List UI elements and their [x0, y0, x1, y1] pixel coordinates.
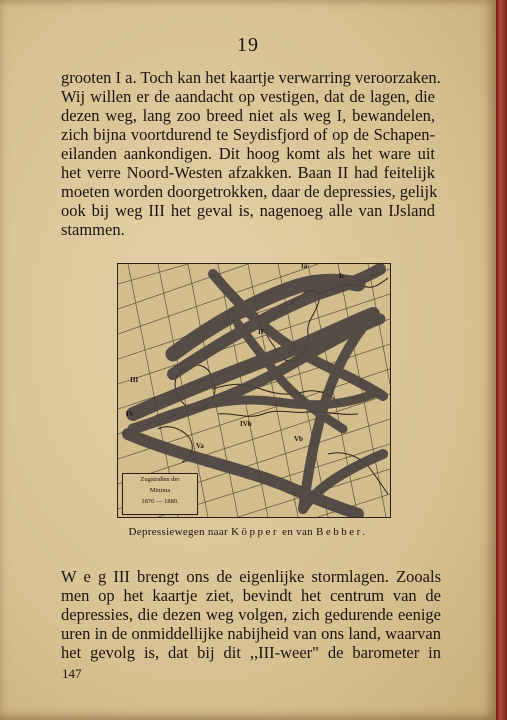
track-label-iv: IV [126, 410, 134, 418]
text-line: zich bijna voortdurend te Seydisfjord of op de Schapen- [61, 125, 435, 144]
track-label-ic: Ic [339, 272, 345, 280]
text-line: stammen. [61, 220, 125, 239]
legend-title: Zugstraßen der [140, 476, 180, 483]
paragraph-1 [61, 68, 441, 239]
text-line: eilanden aankondigen. Dit hoog komt als het ware uit [61, 144, 435, 163]
text-line: dezen weg, lang zoo breed niet als weg I, bewandelen, [61, 106, 435, 125]
track-label-vb: Vb [294, 435, 303, 443]
text-line: het gevolg is, dat bij dit ,,III-weer" de barometer in [61, 643, 441, 662]
text-line: moeten worden doorgetrokken, daar de depressies, gelijk [61, 182, 438, 201]
depression-tracks-map [117, 263, 391, 518]
book-edge [496, 0, 507, 720]
caption-author-2: Bebber. [316, 526, 368, 538]
caption-author-1: Köpper [231, 526, 280, 538]
legend-years: 1876 — 1880. [141, 498, 179, 505]
text-line: ook bij weg III het geval is, nagenoeg alle van IJsland [61, 201, 435, 220]
legend-subtitle: Minima [149, 487, 171, 494]
text-line: depressies, die dezen weg volgen, zich gedurende eenige [61, 605, 441, 624]
track-label-va: Va [196, 442, 204, 450]
text-line: men op het kaartje ziet, bevindt het centrum van de [61, 586, 441, 605]
text-line: het verre Noord-Westen afzakken. Baan II had feitelijk [61, 163, 435, 182]
track-label-ivb: IVb [240, 420, 252, 428]
page-number: 19 [237, 34, 259, 56]
text-line: grooten I a. Toch kan het kaartje verwarring veroorzaken. [61, 68, 441, 87]
paragraph-2 [61, 567, 441, 662]
text-line: uren in de onmiddellijke nabijheid van ons land, waarvan [61, 624, 441, 643]
figure-caption [0, 526, 496, 538]
signature-number: 147 [62, 666, 82, 681]
text-line: Wij willen er de aandacht op vestigen, dat de lagen, die [61, 87, 435, 106]
caption-middle: en van [282, 526, 313, 538]
caption-prefix: Depressiewegen naar [128, 526, 229, 538]
text-line: W e g III brengt ons de eigenlijke stormlagen. Zooals [61, 567, 441, 586]
track-label-ia: Ia [301, 263, 308, 270]
track-label-iii: III [130, 376, 139, 384]
map-legend [122, 473, 198, 515]
track-label-ii: II [258, 328, 264, 336]
